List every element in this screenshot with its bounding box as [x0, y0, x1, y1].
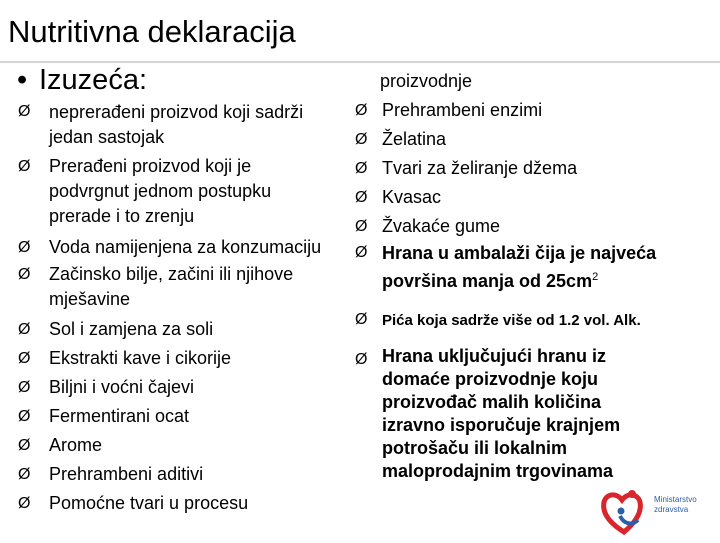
right-continuation-text: proizvodnje — [380, 71, 473, 91]
list-item — [18, 262, 348, 312]
list-item-text: Biljni i voćni čajevi — [49, 377, 195, 397]
ministry-logo — [598, 486, 716, 538]
list-item-text: Prerađeni proizvod koji je podvrgnut jednom postupku prerade i to zrenju — [49, 156, 272, 226]
list-item-text: Sol i zamjena za soli — [49, 319, 214, 339]
list-item — [355, 125, 715, 154]
list-item — [18, 154, 348, 229]
list-item — [355, 305, 715, 335]
heart-logo-icon — [598, 486, 654, 538]
logo-line-2: zdravstva — [654, 505, 689, 514]
list-item — [355, 212, 715, 241]
list-item-text: neprerađeni proizvod koji sadrži jedan sastojak — [49, 102, 304, 147]
arrow-bullet-icon: Ø — [355, 311, 368, 328]
list-item — [18, 431, 348, 460]
list-item — [18, 373, 348, 402]
right-exemptions-list — [355, 96, 715, 486]
arrow-bullet-icon: Ø — [355, 189, 368, 206]
list-item-text: Fermentirani ocat — [49, 406, 190, 426]
page-title: Nutritivna deklaracija — [8, 14, 296, 49]
list-item — [355, 96, 715, 125]
arrow-bullet-icon: Ø — [355, 351, 368, 368]
list-item-text — [382, 241, 687, 293]
list-item — [18, 344, 348, 373]
list-item — [355, 183, 715, 212]
bullet-icon: • — [17, 64, 28, 96]
list-item-text: Kvasac — [382, 187, 442, 207]
list-item-text: Pomoćne tvari u procesu — [49, 493, 249, 513]
list-item-text: Želatina — [382, 129, 447, 149]
exemptions-label: Izuzeća: — [39, 64, 147, 96]
list-item-text: Tvari za želiranje džema — [382, 158, 578, 178]
list-item-text: Voda namijenjena za konzumaciju — [49, 237, 322, 257]
list-item-bold-text: Hrana u ambalaži čija je najveća površina manja od 25cm — [382, 243, 657, 291]
list-item-text: Pića koja sadrže više od 1.2 vol. Alk. — [382, 312, 641, 329]
list-item — [18, 100, 348, 150]
logo-line-1: Ministarstvo — [654, 495, 697, 504]
arrow-bullet-icon: Ø — [18, 379, 31, 396]
exemptions-heading — [17, 62, 147, 98]
arrow-bullet-icon: Ø — [18, 408, 31, 425]
left-exemptions-list — [18, 100, 348, 518]
list-item-text: Ekstrakti kave i cikorije — [49, 348, 232, 368]
logo-text — [654, 495, 697, 515]
arrow-bullet-icon: Ø — [18, 495, 31, 512]
arrow-bullet-icon: Ø — [355, 131, 368, 148]
list-item — [18, 315, 348, 344]
arrow-bullet-icon: Ø — [18, 437, 31, 454]
list-item — [18, 489, 348, 518]
arrow-bullet-icon: Ø — [18, 239, 31, 256]
arrow-bullet-icon: Ø — [355, 244, 368, 261]
list-item — [355, 241, 715, 293]
arrow-bullet-icon: Ø — [18, 466, 31, 483]
arrow-bullet-icon: Ø — [355, 102, 368, 119]
list-item-text: Prehrambeni enzimi — [382, 100, 543, 120]
list-item — [355, 345, 715, 486]
arrow-bullet-icon: Ø — [18, 103, 31, 120]
list-item — [18, 460, 348, 489]
list-item-text: Arome — [49, 435, 103, 455]
list-item — [355, 154, 715, 183]
arrow-bullet-icon: Ø — [18, 158, 31, 175]
arrow-bullet-icon: Ø — [18, 266, 31, 283]
superscript-text: 2 — [592, 271, 599, 283]
arrow-bullet-icon: Ø — [18, 350, 31, 367]
list-item — [18, 402, 348, 431]
list-item-text: Hrana uključujući hranu iz domaće proizvodnje koju proizvođač malih količina izravno isporučuje krajnjem potrošaču ili lokalnim maloprodajnim trgovinama — [382, 346, 621, 481]
list-item-text: Žvakaće gume — [382, 216, 501, 236]
arrow-bullet-icon: Ø — [355, 160, 368, 177]
list-item — [18, 233, 348, 262]
arrow-bullet-icon: Ø — [18, 321, 31, 338]
list-item-text: Prehrambeni aditivi — [49, 464, 204, 484]
list-item-text: Začinsko bilje, začini ili njihove mješavine — [49, 264, 294, 309]
arrow-bullet-icon: Ø — [355, 218, 368, 235]
